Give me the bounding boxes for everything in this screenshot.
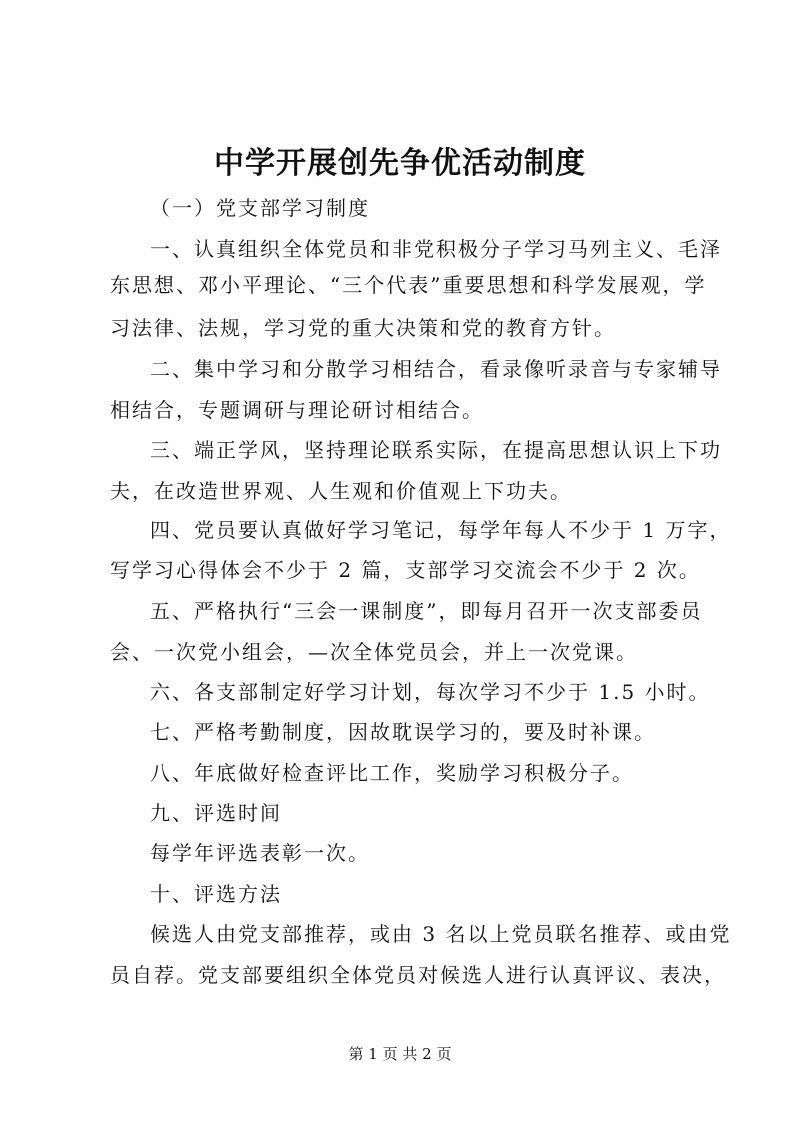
paragraph-line: 员自荐。党支部要组织全体党员对候选人进行认真评议、表决， — [110, 963, 726, 987]
document-title: 中学开展创先争优活动制度 — [214, 146, 586, 181]
paragraph-line: 四、党员要认真做好学习笔记，每学年每人不少于 1 万字， — [150, 518, 732, 542]
paragraph-line: 三、端正学风，坚持理论联系实际，在提高思想认识上下功 — [150, 438, 722, 462]
paragraph-line: 九、评选时间 — [150, 801, 282, 825]
paragraph-line: 二、集中学习和分散学习相结合，看录像听录音与专家辅导 — [150, 357, 722, 381]
paragraph-line: 七、严格考勤制度，因故耽误学习的，要及时补课。 — [150, 720, 656, 744]
paragraph-line: 五、严格执行“三会一课制度”，即每月召开一次支部委员 — [150, 599, 703, 623]
paragraph-line: 一、认真组织全体党员和非党积极分子学习马列主义、毛泽 — [150, 237, 722, 261]
paragraph-line: 候选人由党支部推荐，或由 3 名以上党员联名推荐、或由党 — [150, 922, 732, 946]
section-heading: （一）党支部学习制度 — [150, 196, 370, 220]
paragraph-line: 习法律、法规，学习党的重大决策和党的教育方针。 — [110, 316, 616, 340]
page-number-footer: 第 1 页 共 2 页 — [348, 1045, 452, 1063]
paragraph-line: 六、各支部制定好学习计划，每次学习不少于 1.5 小时。 — [150, 680, 711, 704]
paragraph-line: 夫，在改造世界观、人生观和价值观上下功夫。 — [110, 479, 572, 503]
paragraph-line: 写学习心得体会不少于 2 篇，支部学习交流会不少于 2 次。 — [110, 558, 701, 582]
paragraph-line: 八、年底做好检查评比工作，奖励学习积极分子。 — [150, 761, 634, 785]
paragraph-line: 每学年评选表彰一次。 — [150, 841, 370, 865]
paragraph-line: 东思想、邓小平理论、“三个代表”重要思想和科学发展观，学 — [110, 273, 707, 297]
paragraph-line: 十、评选方法 — [150, 882, 282, 906]
paragraph-line: 相结合，专题调研与理论研讨相结合。 — [110, 398, 484, 422]
paragraph-line: 会、一次党小组会，—次全体党员会，并上一次党课。 — [110, 640, 638, 664]
